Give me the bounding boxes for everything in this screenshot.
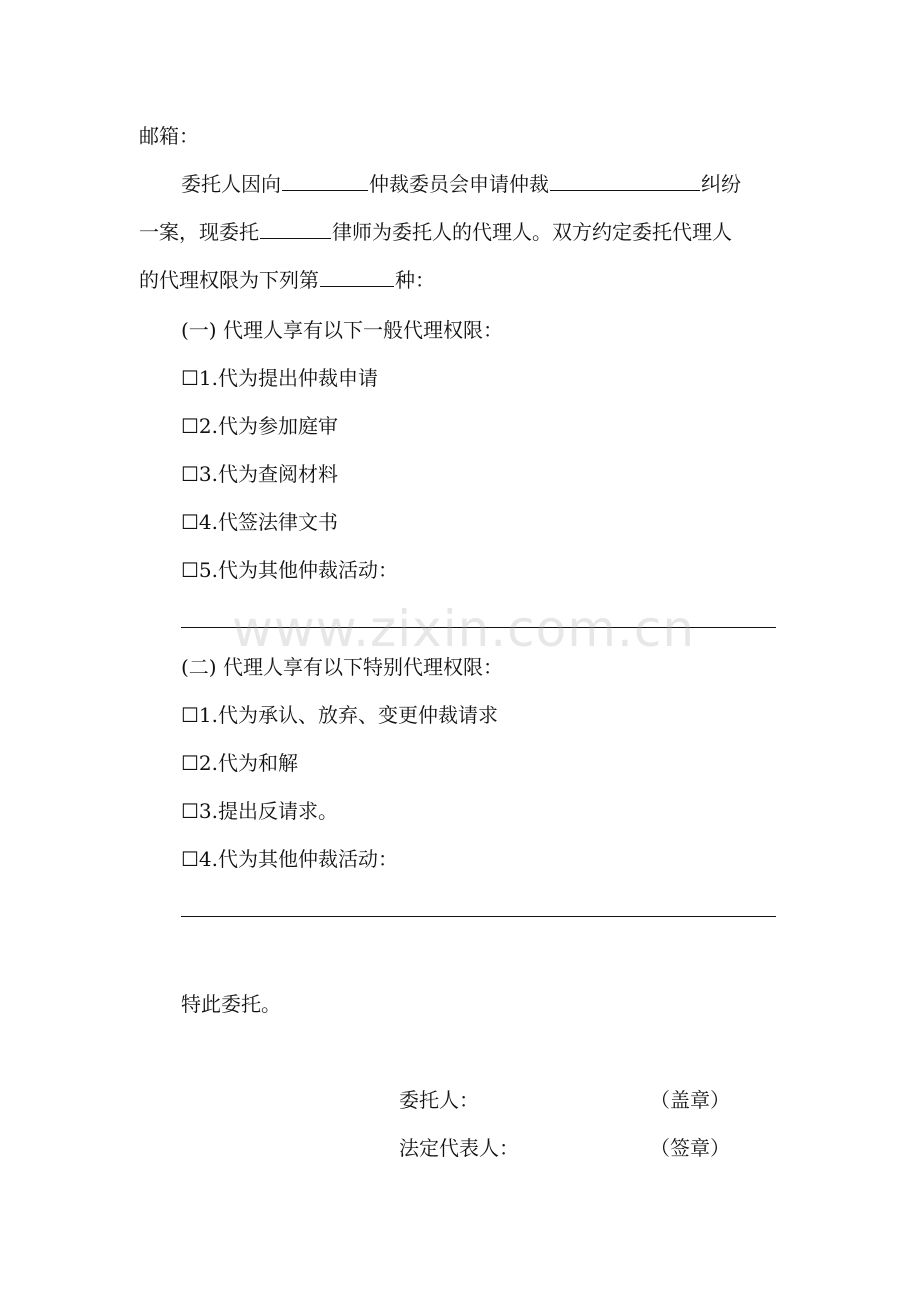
special-item-3[interactable]: ☐3.提出反请求。 [181, 799, 339, 823]
general-item-2[interactable]: ☐2.代为参加庭审 [181, 414, 339, 438]
paragraph-line-3 [139, 266, 435, 294]
special-other-activities-line[interactable] [181, 916, 776, 917]
general-item-4[interactable]: ☐4.代签法律文书 [181, 510, 339, 534]
paragraph-text: 委托人因向 [181, 172, 281, 196]
arbitration-commission-blank[interactable] [282, 170, 368, 191]
paragraph-text: 仲裁委员会申请仲裁 [369, 172, 549, 196]
legal-representative-label: 法定代表人： [399, 1136, 519, 1160]
principal-seal-mark: （盖章） [650, 1088, 730, 1112]
watermark: www.zixin.com.cn [232, 600, 696, 658]
special-authority-heading: (二) 代理人享有以下特别代理权限： [181, 655, 503, 679]
paragraph-line-2 [139, 218, 732, 246]
general-item-1[interactable]: ☐1.代为提出仲裁申请 [181, 366, 379, 390]
authority-type-blank[interactable] [320, 266, 394, 287]
dispute-type-blank[interactable] [550, 170, 700, 191]
paragraph-text: 纠纷 [701, 172, 741, 196]
paragraph-text: 的代理权限为下列第 [139, 268, 319, 292]
closing-text: 特此委托。 [181, 992, 281, 1016]
email-label: 邮箱： [139, 124, 199, 148]
general-authority-heading: (一) 代理人享有以下一般代理权限： [181, 318, 503, 342]
paragraph-text: 种： [395, 268, 435, 292]
special-item-1[interactable]: ☐1.代为承认、放弃、变更仲裁请求 [181, 703, 499, 727]
paragraph-line-1 [181, 170, 741, 198]
paragraph-text: 律师为委托人的代理人。双方约定委托代理人 [332, 220, 732, 244]
general-item-5[interactable]: ☐5.代为其他仲裁活动： [181, 558, 399, 582]
lawyer-name-blank[interactable] [260, 218, 331, 239]
paragraph-text: 一案，现委托 [139, 220, 259, 244]
special-item-4[interactable]: ☐4.代为其他仲裁活动： [181, 847, 399, 871]
legal-representative-sign-mark: （签章） [650, 1136, 730, 1160]
general-item-3[interactable]: ☐3.代为查阅材料 [181, 462, 339, 486]
principal-label: 委托人： [399, 1088, 479, 1112]
special-item-2[interactable]: ☐2.代为和解 [181, 751, 299, 775]
